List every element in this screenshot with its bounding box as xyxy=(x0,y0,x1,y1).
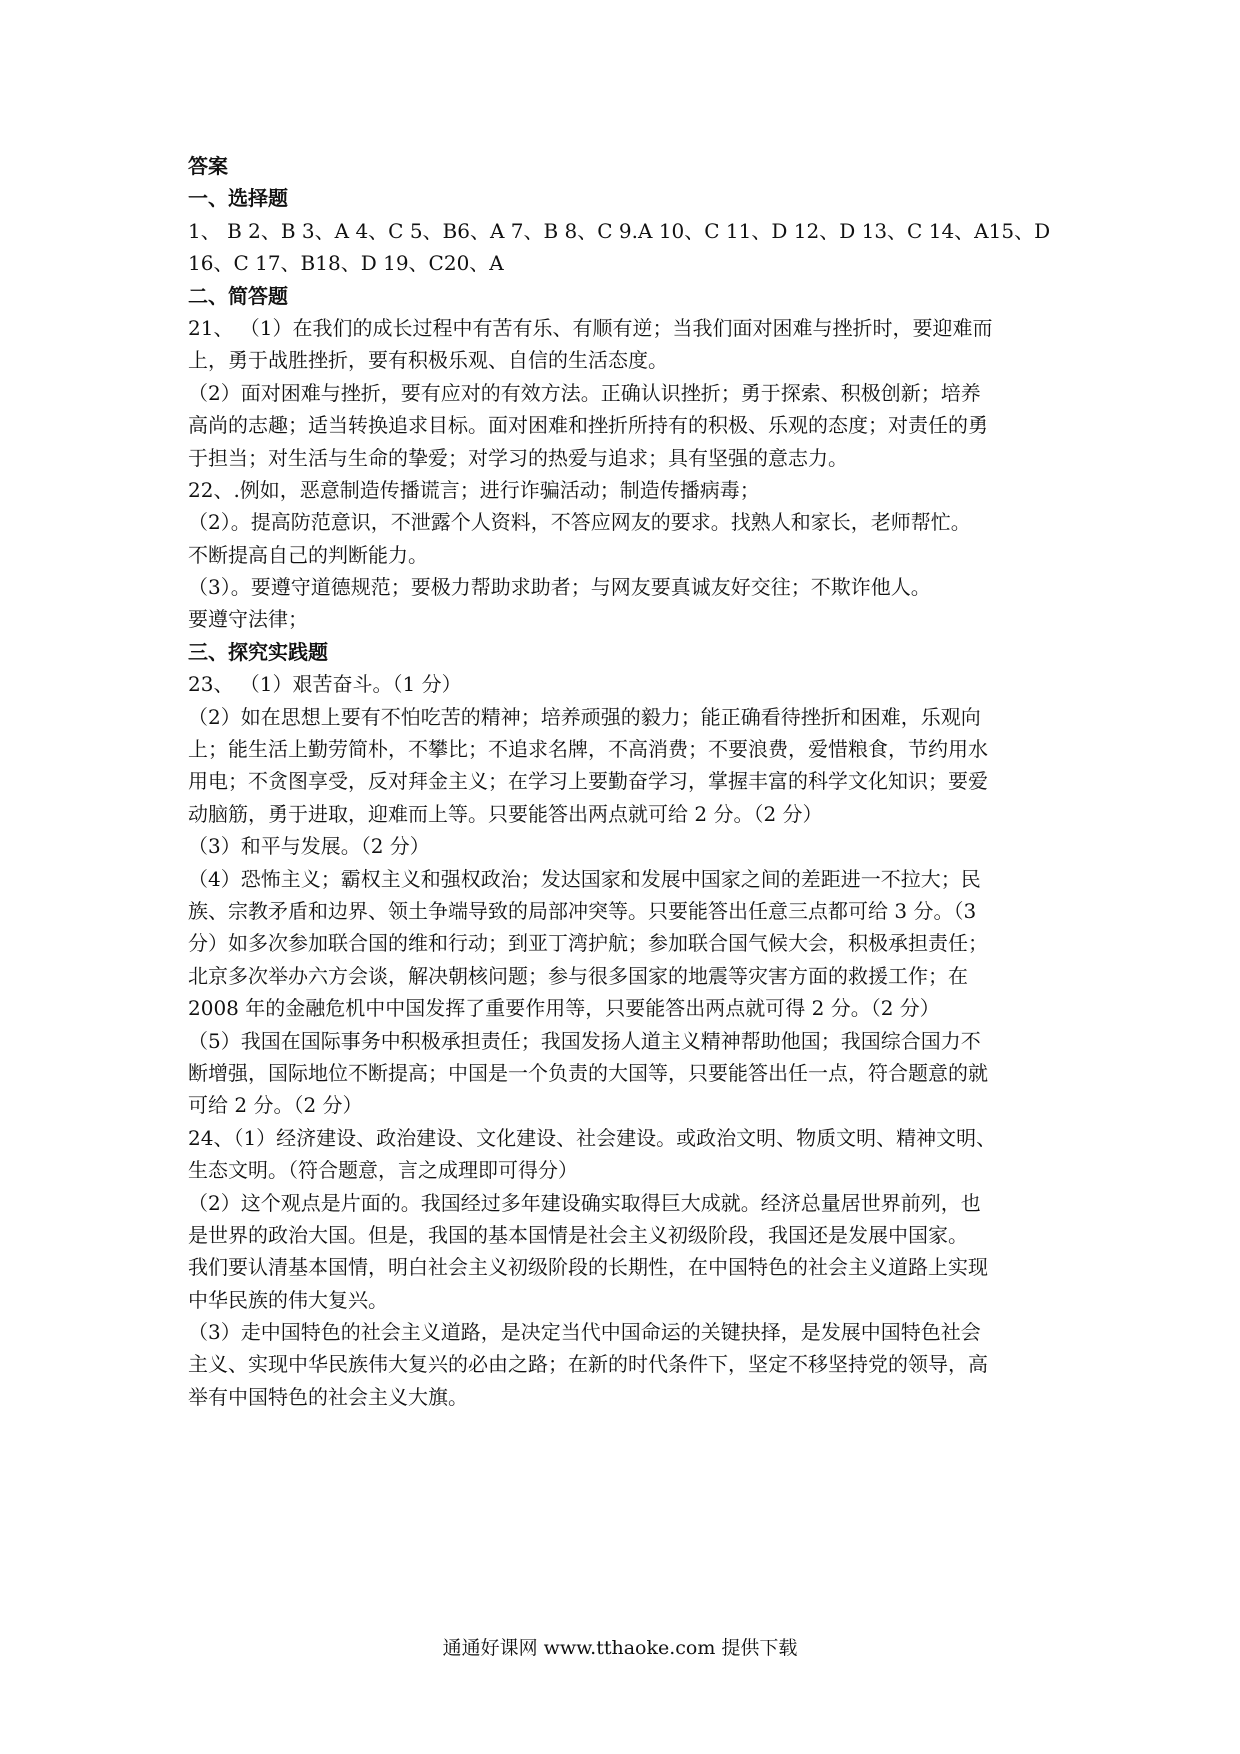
answer-line: 动脑筋，勇于进取，迎难而上等。只要能答出两点就可给 2 分。（2 分） xyxy=(188,801,823,826)
answer-line: 族、宗教矛盾和边界、领土争端导致的局部冲突等。只要能答出任意三点都可给 3 分。（3 xyxy=(188,898,977,923)
answer-line: （2）。提高防范意识，不泄露个人资料，不答应网友的要求。找熟人和家长，老师帮忙。 xyxy=(188,510,971,535)
footer-download-note: 通通好课网 www.tthaoke.com 提供下载 xyxy=(442,1637,798,1659)
answer-line: 生态文明。（符合题意，言之成理即可得分） xyxy=(188,1158,578,1183)
answer-line: 22、.例如，恶意制造传播谎言；进行诈骗活动；制造传播病毒； xyxy=(188,477,760,502)
answer-line: 用电；不贪图享受，反对拜金主义；在学习上要勤奋学习，掌握丰富的科学文化知识；要爱 xyxy=(188,769,988,794)
answer-line: 断增强，国际地位不断提高；中国是一个负责的大国等，只要能答出任一点，符合题意的就 xyxy=(188,1060,988,1085)
answer-line: 2008 年的金融危机中中国发挥了重要作用等，只要能答出两点就可得 2 分。（2 分） xyxy=(188,996,940,1021)
answer-line: 北京多次举办六方会谈，解决朝核问题；参与很多国家的地震等灾害方面的救援工作；在 xyxy=(188,963,968,988)
answer-line: （3）。要遵守道德规范；要极力帮助求助者；与网友要真诚友好交往；不欺诈他人。 xyxy=(188,575,931,600)
answer-line: （3）走中国特色的社会主义道路，是决定当代中国命运的关键抉择，是发展中国特色社会 xyxy=(188,1320,981,1345)
answer-line: （2）面对困难与挫折，要有应对的有效方法。正确认识挫折；勇于探索、积极创新；培养 xyxy=(188,380,981,405)
answer-line: 上，勇于战胜挫折，要有积极乐观、自信的生活态度。 xyxy=(188,348,668,373)
answer-line: （3）和平与发展。（2 分） xyxy=(188,834,430,859)
answer-line: 分）如多次参加联合国的维和行动；到亚丁湾护航；参加联合国气候大会，积极承担责任； xyxy=(188,931,988,956)
answer-line: （4）恐怖主义；霸权主义和强权政治；发达国家和发展中国家之间的差距进一不拉大；民 xyxy=(188,866,981,891)
answer-line: 不断提高自己的判断能力。 xyxy=(188,542,428,567)
answer-line: 我们要认清基本国情，明白社会主义初级阶段的长期性，在中国特色的社会主义道路上实现 xyxy=(188,1255,988,1280)
answer-line: 可给 2 分。（2 分） xyxy=(188,1093,363,1118)
section-heading: 答案 xyxy=(188,154,228,178)
answer-line: 21、 （1）在我们的成长过程中有苦有乐、有顺有逆；当我们面对困难与挫折时，要迎难而 xyxy=(188,315,993,340)
answer-line: 16、C 17、B18、D 19、C20、A xyxy=(188,251,504,276)
answer-line: 于担当；对生活与生命的挚爱；对学习的热爱与追求；具有坚强的意志力。 xyxy=(188,445,848,470)
answer-line: （2）如在思想上要有不怕吃苦的精神；培养顽强的毅力；能正确看待挫折和困难，乐观向 xyxy=(188,704,981,729)
answer-line: （2）这个观点是片面的。我国经过多年建设确实取得巨大成就。经济总量居世界前列，也 xyxy=(188,1190,981,1215)
answer-line: 23、 （1）艰苦奋斗。（1 分） xyxy=(188,672,462,697)
answer-line: 是世界的政治大国。但是，我国的基本国情是社会主义初级阶段，我国还是发展中国家。 xyxy=(188,1222,968,1247)
answer-line: 24、（1）经济建设、政治建设、文化建设、社会建设。或政治文明、物质文明、精神文明、 xyxy=(188,1125,997,1150)
section-heading: 三、探究实践题 xyxy=(188,639,328,664)
answer-line: （5）我国在国际事务中积极承担责任；我国发扬人道主义精神帮助他国；我国综合国力不 xyxy=(188,1028,981,1053)
answer-line: 1、 B 2、B 3、A 4、C 5、B6、A 7、B 8、C 9.A 10、C 11、D 12、D 13、C 14、A15、D xyxy=(188,218,1051,243)
answer-document xyxy=(188,150,1058,1413)
section-heading: 二、简答题 xyxy=(188,283,288,308)
answer-line: 上；能生活上勤劳简朴，不攀比；不追求名牌，不高消费；不要浪费，爱惜粮食，节约用水 xyxy=(188,737,988,762)
answer-line: 举有中国特色的社会主义大旗。 xyxy=(188,1384,468,1409)
answer-line: 主义、实现中华民族伟大复兴的必由之路；在新的时代条件下，坚定不移坚持党的领导，高 xyxy=(188,1352,988,1377)
section-heading: 一、选择题 xyxy=(188,186,288,211)
answer-line: 高尚的志趣；适当转换追求目标。面对困难和挫折所持有的积极、乐观的态度；对责任的勇 xyxy=(188,413,988,438)
answer-line: 要遵守法律； xyxy=(188,607,308,632)
answer-line: 中华民族的伟大复兴。 xyxy=(188,1287,388,1312)
